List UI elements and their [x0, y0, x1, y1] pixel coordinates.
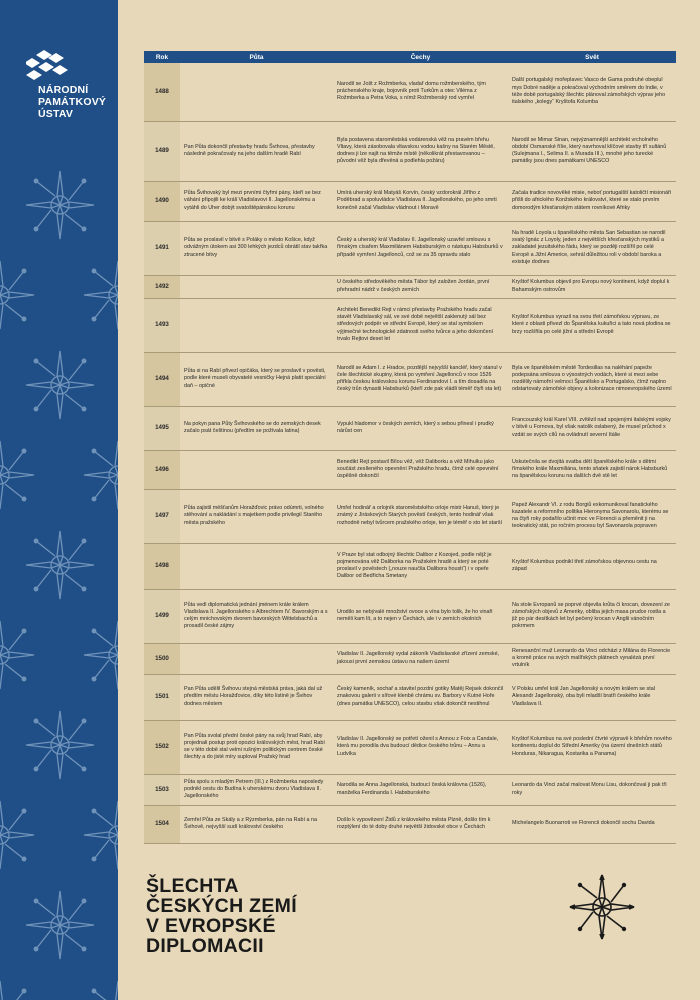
cechy-cell: Umřel hodinář a orlojník staroměstského orloje mistr Hanuš, který je známý z Jiráskových Starých pověstí českých, tento hodinář však rozhodně nebyl tvůrcem pražského orloje, ten je téměř o sto let starší: [333, 489, 508, 543]
cechy-cell: Došlo k vypovězení Židů z královského města Plzně, došlo tím k rozptýlení do té doby druhé největší židovské obce v Čechách: [333, 805, 508, 843]
cechy-cell: Český kameník, sochař a stavitel pozdní gotiky Matěj Rejsek dokončil znakovou galerii v sířové klenbě chrámu sv. Barbory v Kutné Hoře (dnes památka UNESCO), celou stavbu však dokončit nestihnul: [333, 674, 508, 720]
table-row: [144, 543, 676, 589]
year-cell: 1493: [144, 298, 180, 352]
year-cell: 1491: [144, 221, 180, 275]
svet-cell: Na hradě Loyola u španělského města San Sebastian se narodil svatý Ignác z Loyoly, jeden z největších křesťanských mystiků a zakladatel jezuitského řádu, který se později rozšířil po celé Evropě a Jižní Americe, sehrál důležitou roli v období baroka a existuje dodnes: [508, 221, 676, 275]
table-row: [144, 221, 676, 275]
cechy-cell: Benedikt Rejt postavil Bílou věž, věž Daliborku a věž Mihulku jako součást zesíleného opevnění Pražského hradu, čímž celé opevnění úspěšně dokončil: [333, 450, 508, 489]
year-cell: 1489: [144, 121, 180, 181]
table-body: [144, 63, 676, 843]
svet-cell: Na stole Evropanů se poprvé objevila krůta či krocan, dovezení ze zámořských objevů z Ameriky, obliba jejich masa prudce rostla a již po pár desítkách let byl pečený krocan v Anglii vánočním pokrmem: [508, 589, 676, 643]
svet-cell: Francouzský král Karel VIII. zvítězil nad spojenými italskými vojsky v bitvě u Fornova, byl však natolik oslabený, že musel průchod x vzdát se svých cílů na ovládnutí severní Itálie: [508, 406, 676, 450]
header-svet: Svět: [508, 51, 676, 63]
svet-cell: Kryštof Kolumbus na své poslední čtvrté výpravě k břehům nového kontinentu doplul do Střední Ameriky (na území dnešních států Honduras, Nikaragua, Kostarika a Panama): [508, 720, 676, 774]
header-cechy: Čechy: [333, 51, 508, 63]
table-row: [144, 720, 676, 774]
svet-cell: Papež Alexandr VI. z rodu Borgiů exkomunikoval fanatického kazatele a reformního politika Hieronyma Savonarolu, kterému se na čtyři roky podařilo učinit moc ve Florencii a přeměnit ji na teokratický stát, po ročním procesu byl Savonarola popraven: [508, 489, 676, 543]
header-year: Rok: [144, 51, 180, 63]
svet-cell: V Polsku umřel král Jan Jagellonský a novým králem se stal Alexandr Jagellonský, oba byli mladší bratři českého krále Vladislava II.: [508, 674, 676, 720]
year-cell: 1496: [144, 450, 180, 489]
puta-cell: Pan Půta dokončil přestavby hradu Švihova, přestavby následně pokračovaly na jeho dalším hradě Rabí: [180, 121, 333, 181]
year-cell: 1488: [144, 63, 180, 121]
logo-line-2: PAMÁTKOVÝ: [38, 96, 107, 108]
svet-cell: Kryštof Kolumbus vyrazil na svou třetí zámořskou výpravu, ze které z oblasti přivezl do Španělska kukuřici a tato nová plodina se brzy rozšířila po celé jižní a střední Evropě: [508, 298, 676, 352]
table-row: [144, 774, 676, 805]
cechy-cell: Byla postavena staroměstská vodárenská věž na pravém břehu Vltavy, která zásobovala vltavskou vodou kašny na Starém Městě, dodnes ji lze najít na těmže místě (několikrát přestavovanou – původní věž byla dřevěná a podlehla požáru): [333, 121, 508, 181]
puta-cell: Půta Švihovský byl mezi prvními čtyřmi pány, kteří se bez váhání připojili ke králi Vladislavovi II. Jagellonskému a vytáhli do Uher dobýt svatoštěpánskou korunu: [180, 181, 333, 221]
cechy-cell: Umírá uherský král Matyáš Korvín, český vzdorokrál Jiřího z Poděbrad a spoluvládce Vladislava II. Jagellonského, po jeho smrti konečně začal Vladislav vládnout i Moravě: [333, 181, 508, 221]
year-cell: 1500: [144, 643, 180, 674]
puta-cell: Půta zajistil měšťanům Horažďovic právo odúmrti, volného stěhování a nakládání s majetkem podle privilegií Starého města pražského: [180, 489, 333, 543]
table-row: [144, 406, 676, 450]
cechy-cell: V Praze byl stat odbojný šlechtic Dalibor z Kozojed, podle nějž je pojmenována věž Daliborka na Pražském hradě a který se poté proslavil v pověstech („nouze naučila Dalibora housti“) i v opeře Dalibor od Bedřicha Smetany: [333, 543, 508, 589]
year-cell: 1502: [144, 720, 180, 774]
year-cell: 1494: [144, 352, 180, 406]
institution-name: [38, 84, 106, 120]
cechy-cell: Narodila se Anna Jagellonská, budoucí česká královna (1526), manželka Ferdinanda I. Habsburského: [333, 774, 508, 805]
cechy-cell: Narodil se Jošt z Rožmberka, vladař domu rožmberského, tým práchenského kraje, bojovník proti Turkům a otec Viléma z Rožmberka a Petra Voka, s nímž Rožmberský rod vymřel: [333, 63, 508, 121]
puta-cell: [180, 543, 333, 589]
svet-cell: Byla ve španělském městě Tordesillas na naléhání papeže podepsána smlouva o výsostných vodách, které si mezi sebe rozdělily námořní velmoci Španělsko a Portugalsko, čímž naplno odstartovaly zámořské objevy a kolonizace nimoevropského území: [508, 352, 676, 406]
year-cell: 1497: [144, 489, 180, 543]
table-row: [144, 674, 676, 720]
svet-cell: Michelangelo Buonarroti ve Florencii dokončil sochu Davida: [508, 805, 676, 843]
puta-cell: Pan Půta udělil Švihovu stejná městská práva, jaká dal už předtím městu Horažďovice, díky této listině je Švihov dodnes městem: [180, 674, 333, 720]
year-cell: 1503: [144, 774, 180, 805]
year-cell: 1501: [144, 674, 180, 720]
puta-cell: Půta spolu s mladým Petrem (III.) z Rožmberka naposledy podnikl cestu do Budína k uherskému dvoru Vladislava II. Jagellonského: [180, 774, 333, 805]
svet-cell: Kryštof Kolumbus objevil pro Evropu nový kontinent, když doplul k Bahamským ostrovům: [508, 275, 676, 298]
svet-cell: Leonardo da Vinci začal malovat Monu Lisu, dokončoval ji pak tři roky: [508, 774, 676, 805]
cechy-cell: Narodil se Adam I. z Hradce, pozdější nejvyšší kancléř, který stanul v čele šlechtické skupiny, která po vymření Jagellonců v roce 1526 přiřkla českou královskou korunu Ferdinandovi I. a tím dosadila na český trůn dynastii Habsburků (kteří zde pak vládli téměř čtyři sta let): [333, 352, 508, 406]
puta-cell: [180, 275, 333, 298]
svet-cell: Narodil se Mimar Sinan, nejvýznamnější architekt vrcholného období Osmanské říše, který navrhoval klíčové stavby tří sultánů (Sulejmana I., Selima II. a Murada III.), mnohé jeho turecké památky jsou dnes památkami UNESCO: [508, 121, 676, 181]
table-row: [144, 450, 676, 489]
svet-cell: Kryštof Kolumbus podnikl třetí zámořskou objevnou cestu na západ: [508, 543, 676, 589]
table-row: [144, 643, 676, 674]
year-cell: 1499: [144, 589, 180, 643]
npu-logo-icon: [26, 50, 76, 84]
cechy-cell: Vypukl hladomor v českých zemích, který s sebou přinesl i prudký nárůst cen: [333, 406, 508, 450]
puta-cell: Půta si na Rabí přivezl opičáka, který se proslavil v pověsti, podle které museli obyvatelé vesničky Hejná platit speciální daň – opičné: [180, 352, 333, 406]
logo-line-1: NÁRODNÍ: [38, 84, 89, 96]
title-line-4: DIPLOMACII: [146, 935, 264, 957]
year-cell: 1504: [144, 805, 180, 843]
puta-cell: [180, 643, 333, 674]
year-cell: 1498: [144, 543, 180, 589]
cechy-cell: Český a uherský král Vladislav II. Jagellonský uzavřel smlouvu s římským císařem Maxmiliánem Habsburským o nástupu Habsburků v případě vymření Jagellonců, což se za 35 opravdu stalo: [333, 221, 508, 275]
sidebar: [0, 0, 118, 1000]
title-line-2: ČESKÝCH ZEMÍ: [146, 895, 297, 917]
table-header: [144, 51, 676, 63]
svet-cell: Další portugalský mořeplavec Vasco de Gama podruhé obeplul mys Dobré naděje a pokračoval východním směrem do Indie, v téže době portugalský šlechtic plánoval zámořských výprav jeho italského „kolegy“ Kryštofa Kolumba: [508, 63, 676, 121]
title-line-1: ŠLECHTA: [146, 875, 239, 897]
puta-cell: Na pokyn pana Půty Švihovského se do zemských desek začalo psát češtinou (předtím se požívala latina): [180, 406, 333, 450]
puta-cell: Půta vedl diplomatická jednání jménem krále králem Vladislava II. Jagellonského s Albrechtem IV. Bavorským a s celým mnichovským dvorem bavorských Wittelsbachů a prosadil české zájmy: [180, 589, 333, 643]
table-row: [144, 275, 676, 298]
table-row: [144, 805, 676, 843]
cechy-cell: U českého středověkého města Tábor byl založen Jordán, první přehradní nádrž v českých zemích: [333, 275, 508, 298]
logo-line-3: ÚSTAV: [38, 108, 74, 120]
puta-cell: Pan Půta svolal přední české pány na svůj hrad Rabí, aby projednali postup proti opozici královských měst, hrad Rabí se v této době stal velmi rušným politickým centrem české šlechty a do jisté míry suploval Pražský hrad: [180, 720, 333, 774]
cechy-cell: Vladislav II. Jagellonský vydal zákoník Vladislavské zřízení zemské, jakousi první zemskou ústavu na našem území: [333, 643, 508, 674]
puta-cell: Půta se proslavil v bitvě s Poláky o město Košice, když odvážným útokem asi 300 lehkých jezdců obrátil stav takřka ztracené bitvy: [180, 221, 333, 275]
year-cell: 1495: [144, 406, 180, 450]
puta-cell: [180, 63, 333, 121]
svet-cell: Renesanční muž Leonardo da Vinci odcházi z Milána do Florencie a kromě práce na svých malířských plátnech vynalézá první vrtulník: [508, 643, 676, 674]
svet-cell: Uskutečnila se dvojitá svatba dětí španělského krále s dětmi římského krále Maxmiliána, tento sňatek zajistil nárok Habsburků na španělskou korunu na dalších dvě stě let: [508, 450, 676, 489]
svet-cell: Začala tradice novověké misie, neboť portugalští katoličtí misionáři přišli do afrického Konžského království, které se stalo prvním domorodým křesťanským státem rovníkové Afriky: [508, 181, 676, 221]
puta-cell: [180, 450, 333, 489]
puta-cell: [180, 298, 333, 352]
table-row: [144, 489, 676, 543]
timeline-table: [144, 51, 676, 844]
table-row: [144, 298, 676, 352]
poster-title: [146, 876, 297, 956]
table-row: [144, 352, 676, 406]
compass-rose-icon: [568, 873, 636, 941]
table-row: [144, 181, 676, 221]
title-line-3: V EVROPSKÉ: [146, 915, 276, 937]
cechy-cell: Urodilo se nebývalé množství ovoce a vína bylo tolik, že ho vinaři neměli kam lít, a to nejen v Čechách, ale i v zemích okolních: [333, 589, 508, 643]
puta-cell: Zemřel Půta ze Skály a z Rýzmberka, pán na Rabí a na Švihově, nejvyšší sudí království českého: [180, 805, 333, 843]
cechy-cell: Vladislav II. Jagellonský se potřetí oženil s Annou z Foix a Candale, která mu porodila dva budoucí dědice českého trůnu – Annu a Ludvíka: [333, 720, 508, 774]
year-cell: 1492: [144, 275, 180, 298]
table-row: [144, 589, 676, 643]
cechy-cell: Architekt Benedikt Rejt v rámci přestavby Pražského hradu začal stavět Vladislavský sál, ve své době největší zaklenutý sál bez středových podpěr ve střední Evropě, který se stal symbolem výjimečné technologické zdatnosti svého tvůrce a jeho dokončení trvalo Rejtovi deset let: [333, 298, 508, 352]
table-row: [144, 63, 676, 121]
year-cell: 1490: [144, 181, 180, 221]
header-puta: Půta: [180, 51, 333, 63]
compass-rose-pattern: [0, 0, 118, 1000]
table-row: [144, 121, 676, 181]
timeline-table-container: [144, 51, 676, 844]
